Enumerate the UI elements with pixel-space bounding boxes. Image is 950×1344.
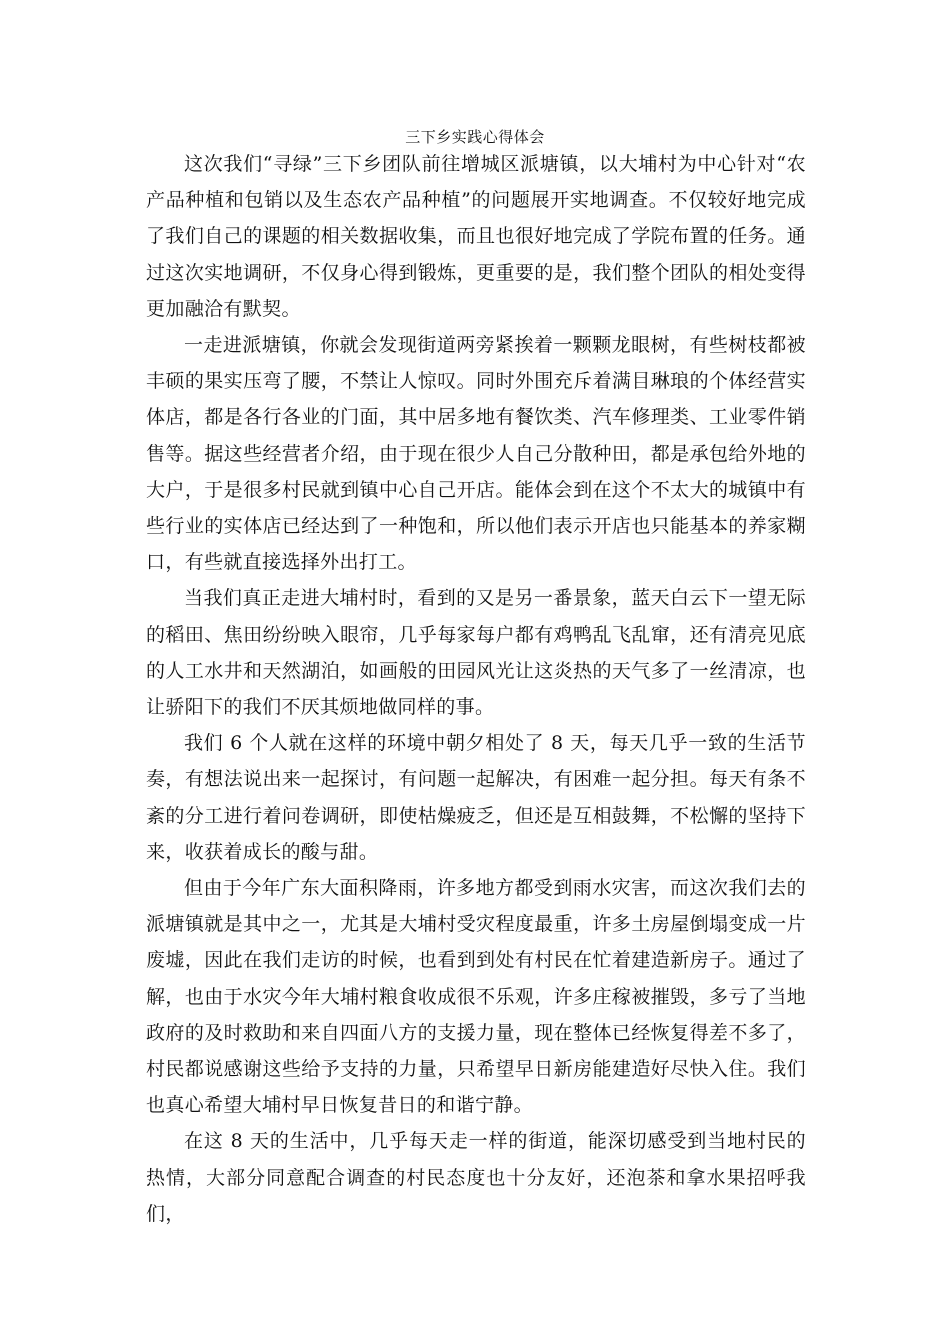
paragraph-2: 一走进派塘镇，你就会发现街道两旁紧挨着一颗颗龙眼树，有些树枝都被丰硕的果实压弯了腰，不禁让人惊叹。同时外围充斥着满目琳琅的个体经营实体店，都是各行各业的门面，其中居多地有餐饮类、汽车修理类、工业零件销售等。据这些经营者介绍，由于现在很少人自己分散种田，都是承包给外地的大户，于是很多村民就到镇中心自己开店。能体会到在这个不太大的城镇中有些行业的实体店已经达到了一种饱和，所以他们表示开店也只能基本的养家糊口，有些就直接选择外出打工。 — [146, 334, 806, 574]
document-title: 三下乡实践心得体会 — [405, 128, 545, 146]
document-body — [146, 146, 806, 1232]
paragraph-3: 当我们真正走进大埔村时，看到的又是另一番景象，蓝天白云下一望无际的稻田、焦田纷纷映入眼帘，几乎每家每户都有鸡鸭乱飞乱窜，还有清亮见底的人工水井和天然湖泊，如画般的田园风光让这炎热的天气多了一丝清凉，也让骄阳下的我们不厌其烦地做同样的事。 — [146, 587, 806, 719]
paragraph-6: 在这 8 天的生活中，几乎每天走一样的街道，能深切感受到当地村民的热情，大部分同意配合调查的村民态度也十分友好，还泡茶和拿水果招呼我们， — [146, 1130, 806, 1225]
paragraph-4: 我们 6 个人就在这样的环境中朝夕相处了 8 天，每天几乎一致的生活节奏，有想法说出来一起探讨，有问题一起解决，有困难一起分担。每天有条不紊的分工进行着问卷调研，即使枯燥疲乏，但还是互相鼓舞，不松懈的坚持下来，收获着成长的酸与甜。 — [146, 732, 806, 863]
paragraph-1: 这次我们“寻绿”三下乡团队前往增城区派塘镇，以大埔村为中心针对“农产品种植和包销以及生态农产品种植”的问题展开实地调查。不仅较好地完成了我们自己的课题的相关数据收集，而且也很好地完成了学院布置的任务。通过这次实地调研，不仅身心得到锻炼，更重要的是，我们整个团队的相处变得更加融洽有默契。 — [146, 153, 806, 320]
paragraph-5: 但由于今年广东大面积降雨，许多地方都受到雨水灾害，而这次我们去的派塘镇就是其中之一，尤其是大埔村受灾程度最重，许多土房屋倒塌变成一片废墟，因此在我们走访的时候，也看到到处有村民在忙着建造新房子。通过了解，也由于水灾今年大埔村粮食收成很不乐观，许多庄稼被摧毁，多亏了当地政府的及时救助和来自四面八方的支援力量，现在整体已经恢复得差不多了，村民都说感谢这些给予支持的力量，只希望早日新房能建造好尽快入住。我们也真心希望大埔村早日恢复昔日的和谐宁静。 — [146, 877, 806, 1117]
